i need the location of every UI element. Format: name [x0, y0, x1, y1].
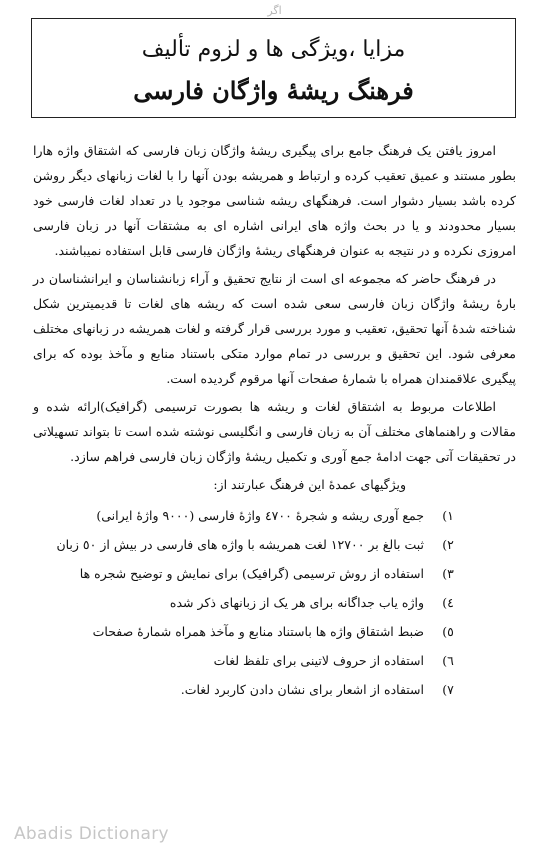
feature-list — [33, 501, 516, 704]
list-item-number: ٦) — [442, 653, 454, 668]
title-line-2: فرهنگ ریشهٔ واژگان فارسی — [133, 76, 414, 105]
list-item — [33, 530, 516, 559]
list-item-text: استفاده از حروف لاتینی برای تلفظ لغات — [213, 653, 424, 668]
top-mark-text: اگر — [267, 4, 282, 17]
list-item-text: استفاده از روش ترسیمی (گرافیک) برای نمایش و توضیح شجره ها — [79, 566, 424, 581]
title-box — [31, 18, 516, 118]
list-item — [33, 675, 516, 704]
paragraph-3: اطلاعات مربوط به اشتقاق لغات و ریشه ها بصورت ترسیمی (گرافیک)ارائه شده و مقالات و راهنماهای مختلف آن به زبان فارسی و انگلیسی نوشته شده است تا بتواند تسهیلاتی در تحقیقات آتی جهت ادامهٔ جمع آوری و تکمیل ریشهٔ واژگان زبان فارسی فراهم سازد. — [33, 399, 516, 464]
list-item — [33, 588, 516, 617]
watermark-text: Abadis Dictionary — [14, 824, 169, 844]
list-item — [33, 559, 516, 588]
list-item-number: ١) — [442, 508, 454, 523]
list-item-text: واژه یاب جداگانه برای هر یک از زبانهای ذکر شده — [169, 595, 424, 610]
list-item-number: ٣) — [442, 566, 454, 581]
list-item-text: ضبط اشتقاق واژه ها باستناد منابع و مآخذ همراه شمارهٔ صفحات — [92, 624, 424, 639]
list-item-text: استفاده از اشعار برای نشان دادن کاربرد لغات. — [180, 682, 424, 697]
list-item-number: ٢) — [442, 537, 454, 552]
list-item — [33, 501, 516, 530]
document-body — [33, 138, 516, 704]
paragraph-2: در فرهنگ حاضر که مجموعه ای است از نتایج تحقیق و آراء زبانشناسان و ایرانشناسان در بارهٔ ریشهٔ واژگان زبان فارسی سعی شده است که ریشه های لغات تا قدیمیترین شکل شناخته شدهٔ آنها تحقیق، تعقیب و مورد بررسی قرار گرفته و لغات همریشه در زبانهای مختلف معرفی شود. این تحقیق و بررسی در تمام موارد متکی باستناد منابع و مآخذ بوده که برای پیگیری علاقمندان همراه با شمارهٔ صفحات آنها مرقوم گردیده است. — [33, 271, 516, 386]
list-item — [33, 617, 516, 646]
list-item — [33, 646, 516, 675]
list-item-number: ٥) — [442, 624, 454, 639]
list-item-text: جمع آوری ریشه و شجرهٔ ٤٧٠٠ واژهٔ فارسی (٩٠٠٠ واژهٔ ایرانی) — [96, 508, 424, 523]
list-item-number: ٧) — [442, 682, 454, 697]
features-intro: ویژگیهای عمدهٔ این فرهنگ عبارتند از: — [213, 477, 406, 492]
paragraph-1: امروز یافتن یک فرهنگ جامع برای پیگیری ریشهٔ واژگان زبان فارسی که اشتقاق واژه هارا بطور مستند و عمیق تعقیب کرده و ارتباط و همریشه بودن آنها را با لغات زبانهای دیگر روشن کرده باشد بسیار دشوار است. فرهنگهای ریشه شناسی موجود یا در تعداد لغات فارسی خود بسیار محدودند و یا در بحث واژه های ایرانی اشاره ای به مشتقات آنها در زبان فارسی امروزی نکرده و در نتیجه به عنوان فرهنگهای ریشهٔ واژگان فارسی قابل استفاده نمیباشند. — [33, 143, 516, 258]
list-item-number: ٤) — [442, 595, 454, 610]
list-item-text: ثبت بالغ بر ١٢٧٠٠ لغت همریشه با واژه های فارسی در بیش از ٥٠ زبان — [56, 537, 424, 552]
title-line-1: مزایا ،ویژگی ها و لزوم تألیف — [141, 37, 406, 62]
